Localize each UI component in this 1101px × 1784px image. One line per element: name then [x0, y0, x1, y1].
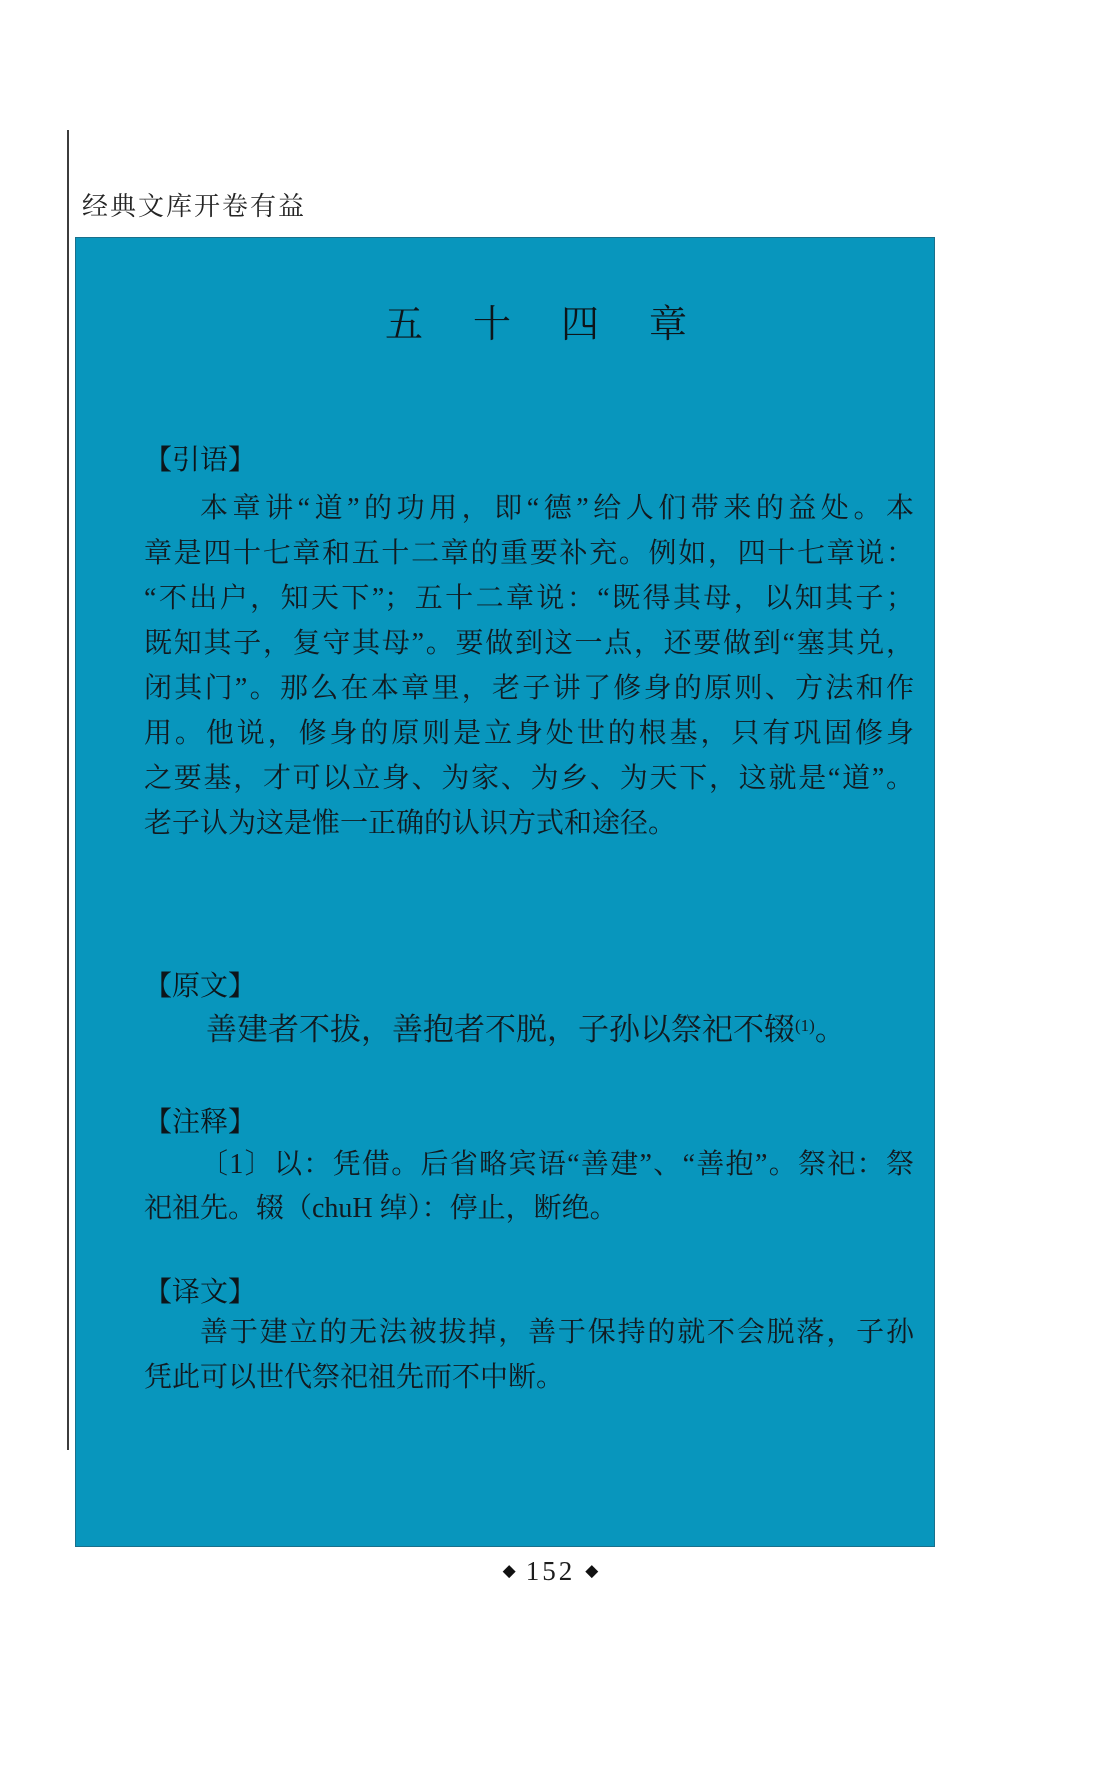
page-number: 152 [525, 1556, 576, 1586]
paragraph-line: “不出户，知天下”；五十二章说：“既得其母，以知其子； [144, 583, 914, 614]
paragraph-line: 闭其门”。那么在本章里，老子讲了修身的原则、方法和作 [144, 673, 914, 704]
paragraph-line: 章是四十七章和五十二章的重要补充。例如，四十七章说： [144, 538, 914, 569]
diamond-icon: ◆ [585, 1561, 599, 1580]
annotation-paragraph [144, 1143, 914, 1231]
section-label-original-text: 【原文】 [144, 971, 257, 1002]
paragraph-line: 本章讲“道”的功用，即“德”给人们带来的益处。本 [200, 493, 914, 524]
translation-paragraph [144, 1310, 914, 1400]
original-text-main: 善建者不拔，善抱者不脱，子孙以祭祀不辍 [206, 1012, 795, 1047]
content-panel [75, 237, 935, 1547]
section-label-translation: 【译文】 [144, 1277, 257, 1308]
paragraph-line: 祀祖先。辍（chuH 绰）：停止，断绝。 [144, 1193, 618, 1224]
section-label-annotation: 【注释】 [144, 1107, 257, 1138]
footnote-marker: (1) [795, 1016, 815, 1035]
introduction-paragraph [144, 486, 914, 846]
original-text [144, 1003, 914, 1052]
original-text-period: 。 [814, 1012, 846, 1047]
paragraph-line: 凭此可以世代祭祀祖先而不中断。 [144, 1362, 565, 1393]
page-footer [0, 1556, 1101, 1587]
diamond-icon: ◆ [502, 1561, 516, 1580]
series-header: 经典文库开卷有益 [82, 192, 307, 221]
chapter-title: 五 十 四 章 [384, 304, 693, 346]
paragraph-line: 用。他说，修身的原则是立身处世的根基，只有巩固修身 [144, 718, 914, 749]
paragraph-line: 〔1〕以：凭借。后省略宾语“善建”、“善抱”。祭祀：祭 [200, 1149, 914, 1180]
page-edge-line [67, 130, 69, 1450]
paragraph-line: 之要基，才可以立身、为家、为乡、为天下，这就是“道”。 [144, 763, 914, 794]
paragraph-line: 既知其子，复守其母”。要做到这一点，还要做到“塞其兑， [144, 628, 914, 659]
paragraph-line: 善于建立的无法被拔掉，善于保持的就不会脱落，子孙 [200, 1317, 914, 1348]
original-text-line [144, 1003, 914, 1052]
paragraph-line: 老子认为这是惟一正确的认识方式和途径。 [144, 808, 677, 839]
section-label-introduction: 【引语】 [144, 445, 257, 476]
